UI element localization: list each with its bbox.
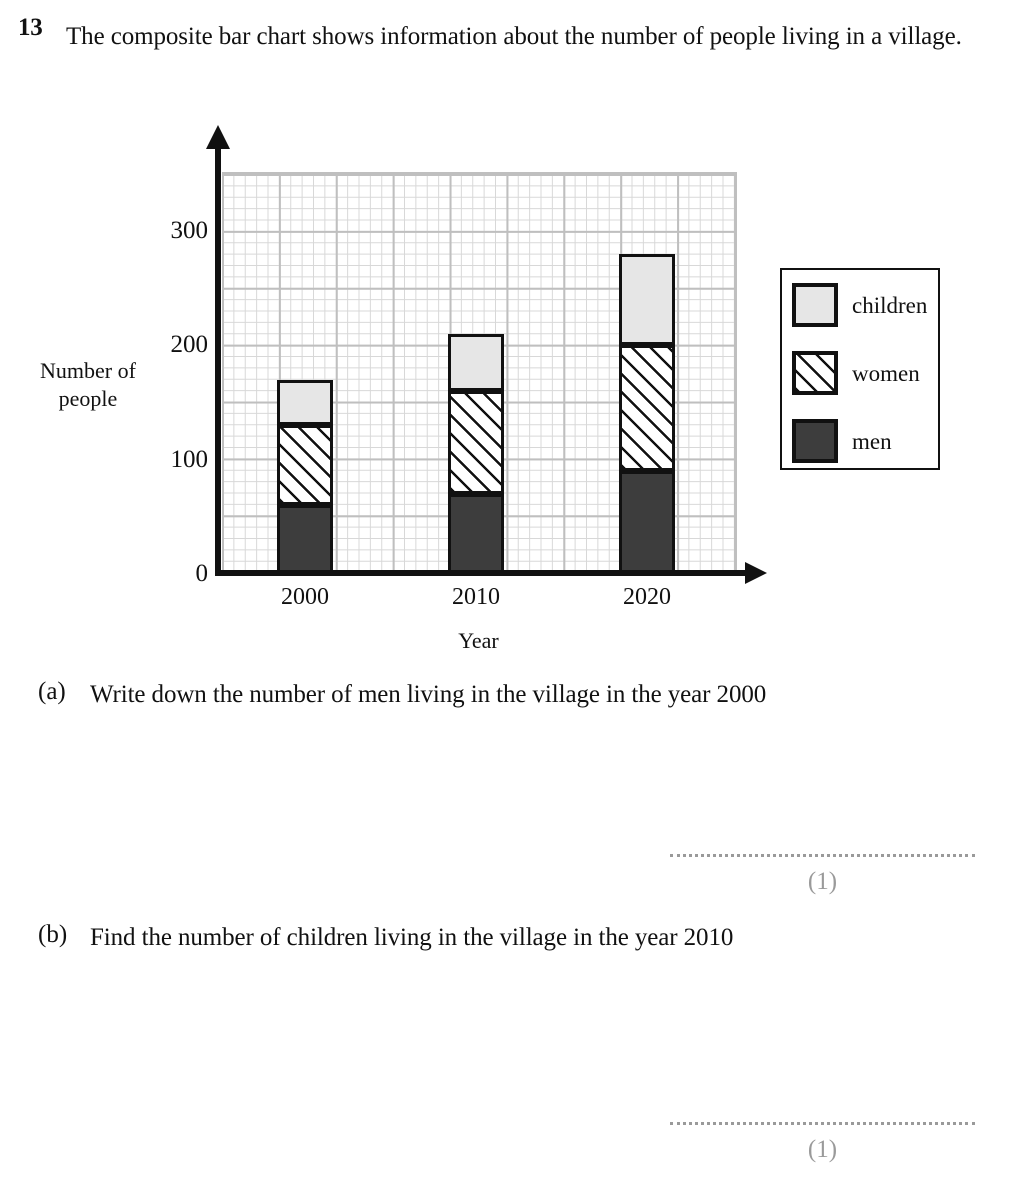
bar-segment-men-2000: [277, 505, 333, 574]
legend-item-children: [792, 282, 940, 328]
bar-segment-children-2020: [619, 254, 675, 345]
question-header: [18, 14, 993, 60]
part-a-text: Write down the number of men living in the village in the year 2000: [90, 681, 767, 708]
question-part-a: [38, 678, 993, 712]
legend-swatch-children-icon: [792, 283, 838, 327]
part-a-answer-line[interactable]: [670, 854, 975, 857]
y-axis-ticks: [140, 120, 208, 590]
legend-item-women: [792, 350, 940, 396]
part-b-marks: (1): [807, 1136, 838, 1163]
y-tick-100: 100: [170, 446, 208, 473]
y-tick-0: 0: [195, 560, 208, 587]
bar-segment-men-2020: [619, 471, 675, 574]
x-tick-2010: 2010: [452, 584, 500, 610]
bar-2020: [619, 174, 675, 574]
bar-2010: [448, 174, 504, 574]
y-tick-200: 200: [170, 331, 208, 358]
x-axis-arrow-icon: [745, 562, 767, 584]
legend-label-children: children: [852, 292, 928, 318]
legend-swatch-women-icon: [792, 351, 838, 395]
bar-segment-children-2010: [448, 334, 504, 391]
y-axis-line: [215, 145, 221, 572]
x-axis-title: Year: [458, 628, 499, 653]
bar-2000: [277, 174, 333, 574]
x-tick-2020: 2020: [623, 584, 671, 610]
legend-swatch-men-icon: [792, 419, 838, 463]
bar-segment-women-2000: [277, 425, 333, 505]
y-axis-arrow-icon: [206, 125, 230, 149]
y-axis-title: [18, 357, 158, 413]
x-tick-2000: 2000: [281, 584, 329, 610]
question-number: 13: [18, 14, 43, 41]
x-axis-ticks: [222, 582, 735, 616]
chart-gridlines: [222, 172, 737, 574]
bar-segment-children-2000: [277, 380, 333, 426]
legend-label-women: women: [852, 360, 920, 386]
part-b-letter: (b): [38, 921, 68, 948]
part-b-answer-line[interactable]: [670, 1122, 975, 1125]
part-a-letter: (a): [38, 678, 66, 705]
y-tick-300: 300: [170, 217, 208, 244]
y-axis-title-line2: people: [58, 386, 118, 411]
question-stem: The composite bar chart shows information about the number of people living in a village.: [66, 23, 962, 50]
part-a-marks: (1): [807, 868, 838, 895]
legend-label-men: men: [852, 428, 892, 454]
bar-segment-men-2010: [448, 494, 504, 574]
legend-item-men: [792, 418, 940, 464]
bar-segment-women-2010: [448, 391, 504, 494]
bar-segment-women-2020: [619, 345, 675, 471]
chart-legend: [780, 268, 940, 470]
question-part-b: [38, 921, 993, 955]
part-b-text: Find the number of children living in the village in the year 2010: [90, 924, 734, 951]
composite-bar-chart: [0, 120, 1012, 665]
y-axis-title-line1: Number of: [40, 358, 136, 383]
x-axis-line: [215, 570, 747, 576]
